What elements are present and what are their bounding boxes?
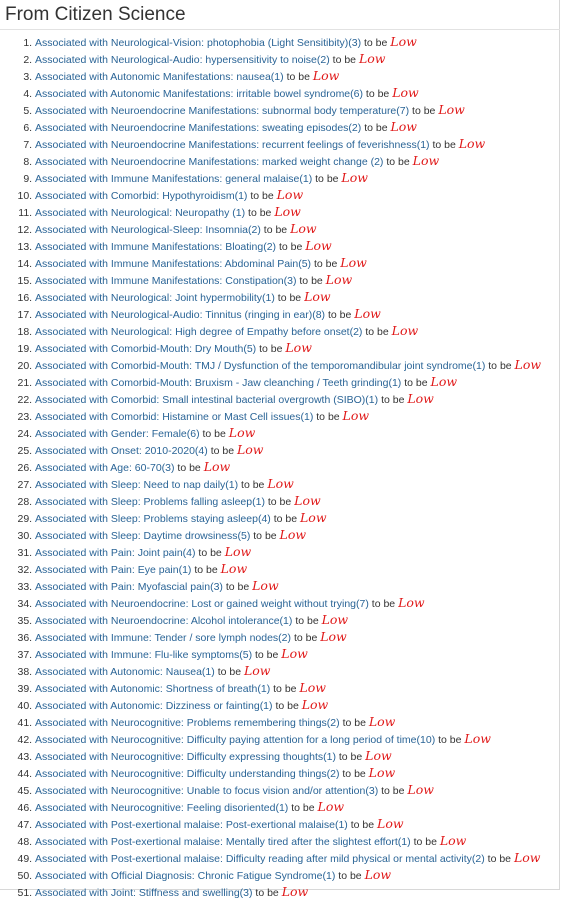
association-link[interactable]: Associated with Sleep: Daytime drowsiness(5) (35, 530, 251, 542)
level-label: Low (285, 340, 312, 355)
connector-text: to be (350, 819, 375, 831)
level-label: Low (267, 476, 294, 491)
connector-text: to be (194, 564, 218, 576)
list-item (35, 356, 560, 373)
association-link[interactable]: Associated with Comorbid: Hypothyroidism(1) (35, 190, 248, 202)
association-link[interactable]: Associated with Autonomic Manifestations: irritable bowel syndrome(6) (35, 88, 363, 100)
connector-text: to be (275, 700, 299, 712)
list-item (35, 679, 560, 696)
association-link[interactable]: Associated with Pain: Myofascial pain(3) (35, 581, 223, 593)
level-label: Low (304, 289, 331, 304)
list-item (35, 832, 560, 849)
connector-text: to be (250, 190, 274, 202)
list-item (35, 254, 560, 271)
association-link[interactable]: Associated with Gender: Female(6) (35, 428, 200, 440)
association-link[interactable]: Associated with Immune Manifestations: Bloating(2) (35, 241, 277, 253)
list-item (35, 798, 560, 815)
list-item (35, 50, 560, 67)
connector-text: to be (248, 207, 272, 219)
connector-text: to be (241, 479, 265, 491)
association-link[interactable]: Associated with Neurological-Vision: photophobia (Light Sensitibity)(3) (35, 37, 362, 49)
connector-text: to be (404, 377, 428, 389)
connector-text: to be (267, 496, 292, 508)
level-label: Low (243, 663, 271, 678)
connector-text: to be (316, 411, 340, 423)
list-item (35, 322, 560, 339)
connector-text: to be (299, 275, 323, 287)
connector-text: to be (413, 836, 437, 848)
level-label: Low (203, 459, 231, 474)
level-label: Low (320, 629, 347, 644)
list-item (35, 577, 560, 594)
connector-text: to be (438, 734, 462, 746)
connector-text: to be (295, 615, 319, 627)
level-label: Low (391, 323, 419, 338)
list-item (35, 866, 560, 883)
level-label: Low (368, 765, 396, 780)
level-label: Low (364, 867, 392, 882)
level-label: Low (281, 884, 309, 899)
connector-text: to be (198, 547, 222, 559)
association-link[interactable]: Associated with Sleep: Need to nap daily(1) (35, 479, 239, 491)
association-link[interactable]: Associated with Neurological-Sleep: Insomnia(2) (35, 224, 261, 236)
list-item (35, 560, 560, 577)
connector-text: to be (412, 105, 436, 117)
level-label: Low (390, 34, 417, 49)
association-link[interactable]: Associated with Neurocognitive: Difficulty understanding things(2) (35, 768, 340, 780)
association-link[interactable]: Associated with Joint: Stiffness and swelling(3) (35, 887, 253, 899)
level-label: Low (276, 187, 304, 202)
level-label: Low (354, 306, 381, 321)
level-label: Low (368, 714, 396, 729)
association-link[interactable]: Associated with Autonomic: Dizziness or fainting(1) (35, 700, 273, 712)
connector-text: to be (177, 462, 201, 474)
connector-text: to be (365, 326, 389, 338)
list-item (35, 101, 560, 118)
list-item (35, 747, 560, 764)
level-label: Low (305, 238, 332, 253)
association-link[interactable]: Associated with Neurological: High degree of Empathy before onset(2) (35, 326, 363, 338)
list-item (35, 611, 560, 628)
association-link[interactable]: Associated with Neurocognitive: Unable to focus vision and/or attention(3) (35, 785, 379, 797)
list-item (35, 407, 560, 424)
level-label: Low (458, 136, 486, 151)
level-label: Low (290, 221, 317, 236)
connector-text: to be (338, 751, 363, 763)
level-label: Low (342, 408, 370, 423)
list-item (35, 526, 560, 543)
association-link[interactable]: Associated with Neurological: Joint hypermobility(1) (35, 292, 275, 304)
level-label: Low (300, 510, 327, 525)
list-item (35, 594, 560, 611)
level-label: Low (430, 374, 458, 389)
association-link[interactable]: Associated with Autonomic Manifestations: nausea(1) (35, 71, 284, 83)
association-link[interactable]: Associated with Neuroendocrine Manifestations: marked weight change (2) (35, 156, 384, 168)
association-link[interactable]: Associated with Immune Manifestations: Constipation(3) (35, 275, 297, 287)
level-label: Low (392, 85, 419, 100)
level-label: Low (340, 255, 367, 270)
association-link[interactable]: Associated with Pain: Eye pain(1) (35, 564, 192, 576)
association-link[interactable]: Associated with Neurocognitive: Difficulty paying attention for a long period of time(10) (35, 734, 436, 746)
list-item (35, 730, 560, 747)
association-link[interactable]: Associated with Comorbid: Histamine or Mast Cell issues(1) (35, 411, 314, 423)
connector-text: to be (315, 173, 339, 185)
list-item (35, 475, 560, 492)
list-item (35, 169, 560, 186)
connector-text: to be (381, 394, 405, 406)
association-link[interactable]: Associated with Post-exertional malaise: Post-exertional malaise(1) (35, 819, 348, 831)
list-item (35, 390, 560, 407)
association-link[interactable]: Associated with Comorbid: Small intestinal bacterial overgrowth (SIBO)(1) (35, 394, 379, 406)
association-link[interactable]: Associated with Neuroendocrine: Lost or gained weight without trying(7) (35, 598, 369, 610)
level-label: Low (312, 68, 340, 83)
list-item (35, 288, 560, 305)
findings-list (0, 33, 560, 900)
connector-text: to be (327, 309, 352, 321)
list-item (35, 203, 560, 220)
list-item (35, 645, 560, 662)
connector-text: to be (332, 54, 357, 66)
connector-text: to be (313, 258, 338, 270)
list-item (35, 764, 560, 781)
list-item (35, 33, 560, 50)
list-item (35, 492, 560, 509)
association-link[interactable]: Associated with Autonomic: Shortness of breath(1) (35, 683, 271, 695)
list-item (35, 373, 560, 390)
level-label: Low (358, 51, 386, 66)
level-label: Low (365, 748, 392, 763)
association-link[interactable]: Associated with Age: 60-70(3) (35, 462, 175, 474)
association-link[interactable]: Associated with Neurocognitive: Difficulty expressing thoughts(1) (35, 751, 336, 763)
list-item (35, 815, 560, 832)
list-item (35, 220, 560, 237)
connector-text: to be (255, 887, 279, 899)
association-link[interactable]: Associated with Neuroendocrine Manifestations: recurrent feelings of feverishness(1) (35, 139, 430, 151)
level-label: Low (281, 646, 308, 661)
list-item (35, 458, 560, 475)
list-item (35, 713, 560, 730)
level-label: Low (299, 680, 326, 695)
list-item (35, 696, 560, 713)
association-link[interactable]: Associated with Neurological-Audio: hypersensitivity to noise(2) (35, 54, 330, 66)
association-link[interactable]: Associated with Comorbid-Mouth: Dry Mouth(5) (35, 343, 257, 355)
connector-text: to be (293, 632, 318, 644)
connector-text: to be (364, 122, 388, 134)
connector-text: to be (342, 768, 366, 780)
list-item (35, 509, 560, 526)
title-divider (0, 29, 560, 30)
connector-text: to be (386, 156, 410, 168)
connector-text: to be (381, 785, 405, 797)
level-label: Low (317, 799, 345, 814)
list-item (35, 781, 560, 798)
list-item (35, 424, 560, 441)
level-label: Low (398, 595, 425, 610)
level-label: Low (464, 731, 491, 746)
association-link[interactable]: Associated with Sleep: Problems staying asleep(4) (35, 513, 271, 525)
connector-text: to be (432, 139, 456, 151)
list-item (35, 883, 560, 900)
level-label: Low (341, 170, 368, 185)
list-item (35, 543, 560, 560)
level-label: Low (321, 612, 349, 627)
list-item (35, 237, 560, 254)
list-item (35, 441, 560, 458)
list-item (35, 849, 560, 866)
section-title: From Citizen Science (5, 4, 186, 25)
level-label: Low (439, 833, 467, 848)
level-label: Low (301, 697, 329, 712)
connector-text: to be (286, 71, 310, 83)
connector-text: to be (254, 649, 279, 661)
association-link[interactable]: Associated with Neuroendocrine Manifestations: subnormal body temperature(7) (35, 105, 410, 117)
level-label: Low (274, 204, 301, 219)
list-item (35, 118, 560, 135)
association-link[interactable]: Associated with Neuroendocrine: Alcohol intolerance(1) (35, 615, 293, 627)
connector-text: to be (263, 224, 288, 236)
connector-text: to be (259, 343, 283, 355)
list-item (35, 271, 560, 288)
level-label: Low (236, 442, 264, 457)
list-item (35, 135, 560, 152)
association-link[interactable]: Associated with Immune Manifestations: Abdominal Pain(5) (35, 258, 312, 270)
association-link[interactable]: Associated with Post-exertional malaise: Difficulty reading after mild physical or mental activity(2) (35, 853, 485, 865)
connector-text: to be (488, 360, 512, 372)
association-link[interactable]: Associated with Neuroendocrine Manifestations: sweating episodes(2) (35, 122, 362, 134)
connector-text: to be (338, 870, 362, 882)
association-link[interactable]: Associated with Sleep: Problems falling asleep(1) (35, 496, 265, 508)
list-item (35, 339, 560, 356)
level-label: Low (377, 816, 404, 831)
association-link[interactable]: Associated with Onset: 2010-2020(4) (35, 445, 208, 457)
association-link[interactable]: Associated with Immune: Flu-like symptoms(5) (35, 649, 253, 661)
connector-text: to be (273, 683, 297, 695)
level-label: Low (228, 425, 256, 440)
connector-text: to be (364, 37, 388, 49)
list-item (35, 152, 560, 169)
list-item (35, 84, 560, 101)
association-link[interactable]: Associated with Official Diagnosis: Chronic Fatigue Syndrome(1) (35, 870, 336, 882)
connector-text: to be (487, 853, 512, 865)
level-label: Low (513, 850, 541, 865)
association-link[interactable]: Associated with Immune Manifestations: general malaise(1) (35, 173, 313, 185)
list-item (35, 186, 560, 203)
level-label: Low (252, 578, 279, 593)
association-link[interactable]: Associated with Comorbid-Mouth: TMJ / Dysfunction of the temporomandibular joint syndrome(1) (35, 360, 486, 372)
level-label: Low (407, 391, 434, 406)
level-label: Low (407, 782, 434, 797)
association-link[interactable]: Associated with Pain: Joint pain(4) (35, 547, 196, 559)
connector-text: to be (365, 88, 390, 100)
level-label: Low (294, 493, 321, 508)
level-label: Low (325, 272, 353, 287)
connector-text: to be (225, 581, 250, 593)
level-label: Low (224, 544, 252, 559)
association-link[interactable]: Associated with Neurological-Audio: Tinnitus (ringing in ear)(8) (35, 309, 326, 321)
connector-text: to be (371, 598, 396, 610)
connector-text: to be (217, 666, 242, 678)
association-link[interactable]: Associated with Neurocognitive: Feeling disoriented(1) (35, 802, 289, 814)
association-link[interactable]: Associated with Neurological: Neuropathy (1) (35, 207, 246, 219)
connector-text: to be (277, 292, 302, 304)
level-label: Low (390, 119, 417, 134)
level-label: Low (514, 357, 542, 372)
connector-text: to be (253, 530, 277, 542)
connector-text: to be (342, 717, 366, 729)
connector-text: to be (273, 513, 298, 525)
association-link[interactable]: Associated with Comorbid-Mouth: Bruxism - Jaw cleanching / Teeth grinding(1) (35, 377, 402, 389)
list-item (35, 305, 560, 322)
connector-text: to be (291, 802, 315, 814)
association-link[interactable]: Associated with Neurocognitive: Problems remembering things(2) (35, 717, 340, 729)
list-item (35, 662, 560, 679)
association-link[interactable]: Associated with Autonomic: Nausea(1) (35, 666, 215, 678)
connector-text: to be (278, 241, 303, 253)
level-label: Low (220, 561, 248, 576)
association-link[interactable]: Associated with Immune: Tender / sore lymph nodes(2) (35, 632, 292, 644)
list-item (35, 67, 560, 84)
level-label: Low (412, 153, 440, 168)
level-label: Low (438, 102, 465, 117)
list-item (35, 628, 560, 645)
association-link[interactable]: Associated with Post-exertional malaise: Mentally tired after the slightest effort(1) (35, 836, 411, 848)
connector-text: to be (202, 428, 226, 440)
connector-text: to be (210, 445, 235, 457)
level-label: Low (279, 527, 307, 542)
